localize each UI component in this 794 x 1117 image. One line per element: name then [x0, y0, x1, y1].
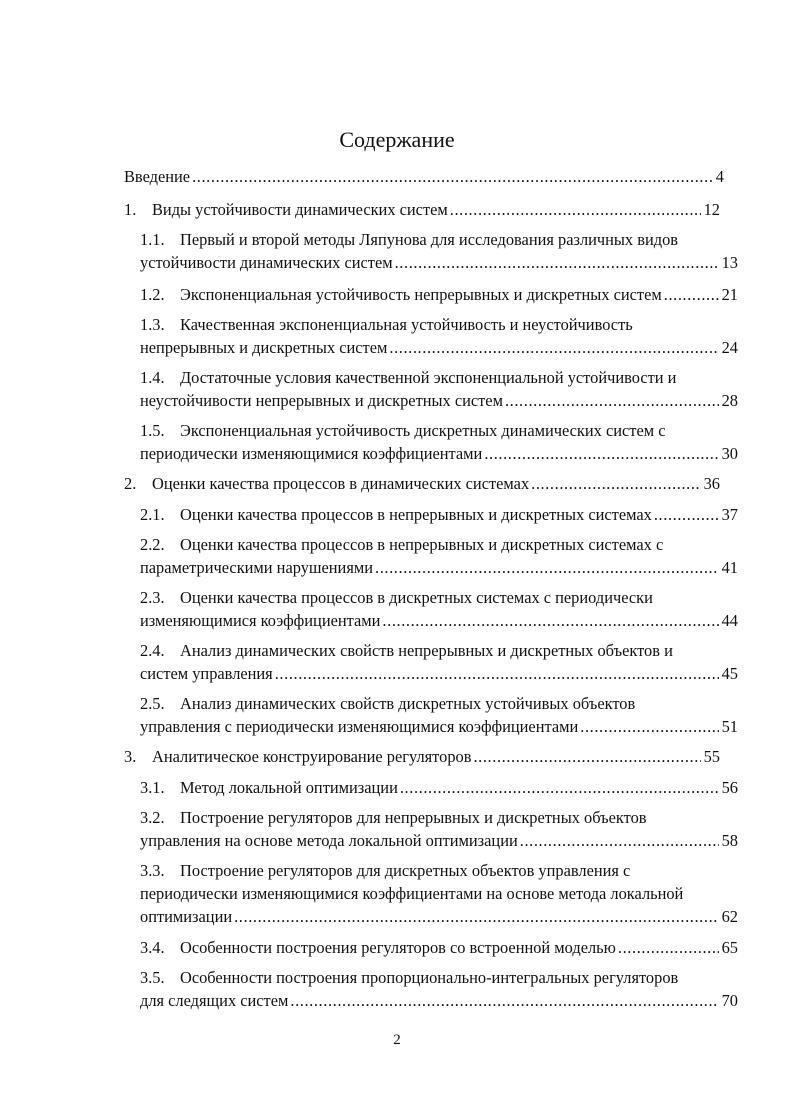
toc-entry-3-1	[140, 777, 738, 799]
toc-page-number: 55	[703, 747, 720, 766]
toc-page-number: 37	[721, 505, 738, 524]
toc-entry-1-1-line1	[140, 229, 678, 251]
toc-entry-text: Оценки качества процессов в динамических системах	[152, 474, 530, 493]
toc-entry-2-5-line1	[140, 693, 635, 715]
page-title: Содержание	[339, 127, 455, 152]
toc-entry-3-5-line2	[140, 990, 738, 1012]
toc-entry-1-3-line2	[140, 337, 738, 359]
toc-entry-number: 1.2.	[140, 285, 165, 304]
toc-entry-number: 2.5.	[140, 694, 165, 713]
toc-entry-number: 2.3.	[140, 588, 165, 607]
dot-leader	[450, 199, 701, 221]
toc-page-number: 45	[721, 664, 738, 683]
toc-page-number: 56	[721, 778, 738, 797]
toc-entry-1	[124, 199, 720, 221]
toc-entry-1-2	[140, 284, 738, 306]
toc-entry-number: 1.	[124, 200, 137, 219]
toc-entry-text: Введение	[124, 167, 191, 186]
toc-entry-text: Первый и второй методы Ляпунова для исследования различных видов	[180, 230, 679, 249]
dot-leader	[505, 390, 719, 412]
toc-entry-2-2-line1	[140, 534, 663, 556]
dot-leader	[520, 830, 719, 852]
toc-entry-2	[124, 473, 720, 495]
toc-entry-number: 2.4.	[140, 641, 165, 660]
toc-entry-text: Оценки качества процессов в непрерывных и дискретных системах	[180, 505, 652, 524]
toc-entry-number: 3.4.	[140, 938, 165, 957]
dot-leader	[290, 990, 718, 1012]
toc-entry-number: 3.5.	[140, 968, 165, 987]
toc-entry-intro	[124, 166, 724, 188]
toc-entry-2-5-line2	[140, 716, 738, 738]
dot-leader	[375, 557, 719, 579]
dot-leader	[192, 166, 713, 188]
toc-entry-text: периодически изменяющимися коэффициентами	[140, 444, 483, 463]
toc-page-number: 65	[721, 938, 738, 957]
toc-entry-text: оптимизации	[140, 907, 233, 926]
toc-page-number: 36	[703, 474, 720, 493]
toc-entry-1-1-line2	[140, 252, 738, 274]
toc-entry-text: Построение регуляторов для дискретных объектов управления с	[180, 861, 631, 880]
toc-entry-2-3-line1	[140, 587, 653, 609]
toc-entry-text: Экспоненциальная устойчивость непрерывных и дискретных систем	[180, 285, 662, 304]
toc-entry-2-4-line1	[140, 640, 673, 662]
toc-page-number: 44	[721, 611, 738, 630]
toc-entry-number: 3.2.	[140, 808, 165, 827]
toc-page-number: 4	[715, 167, 724, 186]
toc-entry-3-3-line2	[140, 883, 683, 905]
toc-entry-2-3-line2	[140, 610, 738, 632]
toc-page-number: 24	[721, 338, 738, 357]
toc-entry-3	[124, 746, 720, 768]
toc-entry-text: Экспоненциальная устойчивость дискретных динамических систем с	[180, 421, 666, 440]
dot-leader	[654, 504, 719, 526]
toc-entry-1-3-line1	[140, 314, 633, 336]
toc-entry-number: 1.3.	[140, 315, 165, 334]
toc-page-number: 30	[721, 444, 738, 463]
toc-entry-number: 1.4.	[140, 368, 165, 387]
toc-entry-1-4-line2	[140, 390, 738, 412]
toc-page-number: 13	[721, 253, 738, 272]
toc-page-number: 12	[703, 200, 720, 219]
toc-entry-number: 2.	[124, 474, 137, 493]
toc-entry-number: 2.1.	[140, 505, 165, 524]
toc-page-number: 41	[721, 558, 738, 577]
dot-leader	[275, 663, 719, 685]
dot-leader	[389, 337, 718, 359]
toc-entry-text: Анализ динамических свойств дискретных устойчивых объектов	[180, 694, 636, 713]
toc-entry-text: Оценки качества процессов в непрерывных и дискретных системах с	[180, 535, 664, 554]
toc-entry-1-4-line1	[140, 367, 676, 389]
toc-entry-text: Построение регуляторов для непрерывных и дискретных объектов	[180, 808, 647, 827]
toc-entry-number: 1.5.	[140, 421, 165, 440]
toc-entry-text: Анализ динамических свойств непрерывных и дискретных объектов и	[180, 641, 673, 660]
toc-page-number: 28	[721, 391, 738, 410]
toc-page-number: 62	[721, 907, 738, 926]
toc-entry-text: Достаточные условия качественной экспоненциальной устойчивости и	[180, 368, 677, 387]
toc-page-number: 21	[721, 285, 738, 304]
toc-entry-text: Качественная экспоненциальная устойчивость и неустойчивость	[180, 315, 633, 334]
toc-page-number: 70	[721, 991, 738, 1010]
toc-entry-3-3-line1	[140, 860, 630, 882]
toc-entry-1-5-line1	[140, 420, 665, 442]
toc-entry-text: Особенности построения регуляторов со встроенной моделью	[180, 938, 616, 957]
dot-leader	[484, 443, 718, 465]
toc-entry-3-5-line1	[140, 967, 678, 989]
toc-entry-3-2-line1	[140, 807, 647, 829]
toc-entry-2-1	[140, 504, 738, 526]
toc-entry-text: управления на основе метода локальной оптимизации	[140, 831, 518, 850]
toc-entry-text: параметрическими нарушениями	[140, 558, 374, 577]
toc-entry-text: периодически изменяющимися коэффициентами на основе метода локальной	[140, 884, 684, 903]
toc-entry-2-2-line2	[140, 557, 738, 579]
dot-leader	[400, 777, 719, 799]
toc-entry-text: Виды устойчивости динамических систем	[152, 200, 448, 219]
toc-entry-3-2-line2	[140, 830, 738, 852]
toc-entry-text: управления с периодически изменяющимися коэффициентами	[140, 717, 579, 736]
page-number: 2	[393, 1032, 401, 1048]
toc-entry-text: для следящих систем	[140, 991, 289, 1010]
toc-page-number: 58	[721, 831, 738, 850]
toc-entry-text: Особенности построения пропорционально-интегральных регуляторов	[180, 968, 679, 987]
toc-entry-text: устойчивости динамических систем	[140, 253, 393, 272]
toc-entry-1-5-line2	[140, 443, 738, 465]
dot-leader	[382, 610, 718, 632]
toc-entry-text: Метод локальной оптимизации	[180, 778, 398, 797]
toc-entry-text: систем управления	[140, 664, 273, 683]
dot-leader	[618, 937, 719, 959]
toc-entry-text: неустойчивости непрерывных и дискретных систем	[140, 391, 503, 410]
dot-leader	[531, 473, 700, 495]
toc-entry-text: Аналитическое конструирование регуляторов	[152, 747, 472, 766]
dot-leader	[664, 284, 719, 306]
toc-entry-3-4	[140, 937, 738, 959]
toc-entry-number: 3.3.	[140, 861, 165, 880]
toc-entry-3-3-line3	[140, 906, 738, 928]
toc-entry-number: 1.1.	[140, 230, 165, 249]
dot-leader	[473, 746, 700, 768]
toc-page-number: 51	[721, 717, 738, 736]
toc-entry-number: 3.	[124, 747, 137, 766]
toc-entry-text: Оценки качества процессов в дискретных системах с периодически	[180, 588, 653, 607]
toc-entry-text: изменяющимися коэффициентами	[140, 611, 381, 630]
dot-leader	[234, 906, 719, 928]
dot-leader	[580, 716, 718, 738]
toc-entry-number: 3.1.	[140, 778, 165, 797]
toc-entry-text: непрерывных и дискретных систем	[140, 338, 388, 357]
toc-entry-number: 2.2.	[140, 535, 165, 554]
dot-leader	[395, 252, 719, 274]
toc-entry-2-4-line2	[140, 663, 738, 685]
